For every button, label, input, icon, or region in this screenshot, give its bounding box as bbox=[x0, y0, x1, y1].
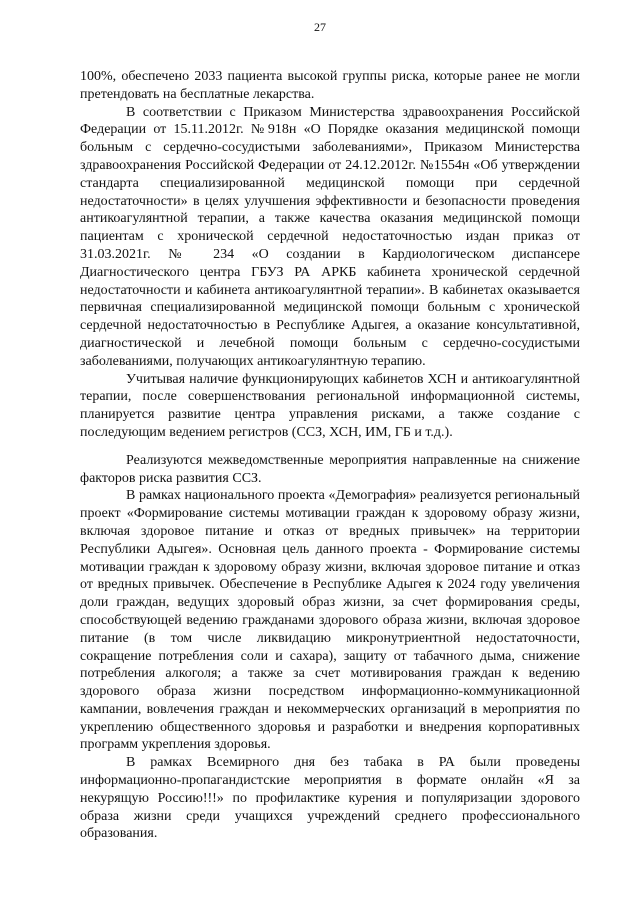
paragraph-risk-center: Учитывая наличие функционирующих кабинетов ХСН и антикоагулянтной терапии, после совершенствования региональной информационной системы, планируется развитие центра управления рисками, а также создание с последующим ведением регистров (ССЗ, ХСН, ИМ, ГБ и т.д.). bbox=[80, 371, 580, 440]
paragraph-orders: В соответствии с Приказом Министерства здравоохранения Российской Федерации от 15.11.2012г. №918н «О Порядке оказания медицинской помощи больным с сердечно-сосудистыми заболеваниями», Приказом Министерства здравоохранения Российской Федерации от 24.12.2012г. №1554н «Об утверждении стандарта специализированной медицинской помощи при сердечной недостаточности» в целях улучшения эффективности и безопасности проведения антикоагулянтной терапии, а также качества оказания медицинской помощи пациентам с хронической сердечной недостаточностью издан приказ от 31.03.2021г. № 234 «О создании в Кардиологическом диспансере Диагностического центра ГБУЗ РА АРКБ кабинета хронической сердечной недостаточности и кабинета антикоагулянтной терапии». В кабинетах оказывается первичная специализированной медицинской помощи больным с хронической сердечной недостаточностью в Республике Адыгея, а оказание консультативной, диагностической и лечебной помощи больным с сердечно-сосудистыми заболеваниями, получающих антикоагулянтную терапию. bbox=[80, 104, 580, 369]
paragraph-interagency: Реализуются межведомственные мероприятия направленные на снижение факторов риска развития ССЗ. bbox=[80, 452, 580, 486]
paragraph-continuation: 100%, обеспечено 2033 пациента высокой группы риска, которые ранее не могли претендовать на бесплатные лекарства. bbox=[80, 69, 580, 102]
page-number: 27 bbox=[314, 20, 326, 34]
paragraph-no-tobacco-day: В рамках Всемирного дня без табака в РА были проведены информационно-пропагандистские мероприятия в формате онлайн «Я за некурящую Россию!!!» по профилактике курения и популяризации здорового образа жизни среди учащихся учреждений среднего профессионального образования. bbox=[80, 755, 580, 842]
paragraph-demography: В рамках национального проекта «Демография» реализуется региональный проект «Формирование системы мотивации граждан к здоровому образу жизни, включая здоровое питание и отказ от вредных привычек» на территории Республики Адыгея». Основная цель данного проекта - Формирование системы мотивации граждан к здоровому образу жизни, включая здоровое питание и отказ от вредных привычек. Обеспечение в Республике Адыгея к 2024 году увеличения доли граждан, ведущих здоровый образ жизни, за счет формирования среды, способствующей ведению гражданами здорового образа жизни, включая здоровое питание (в том числе ликвидацию микронутриентной недостаточности, сокращение потребления соли и сахара), защиту от табачного дыма, снижение потребления алкоголя; а также за счет мотивирования граждан к ведению здорового образа жизни посредством информационно-коммуникационной кампании, вовлечения граждан и некоммерческих организаций в мероприятия по укреплению общественного здоровья и разработки и внедрения корпоративных программ укрепления здоровья. bbox=[80, 488, 580, 753]
document-body bbox=[80, 68, 580, 843]
